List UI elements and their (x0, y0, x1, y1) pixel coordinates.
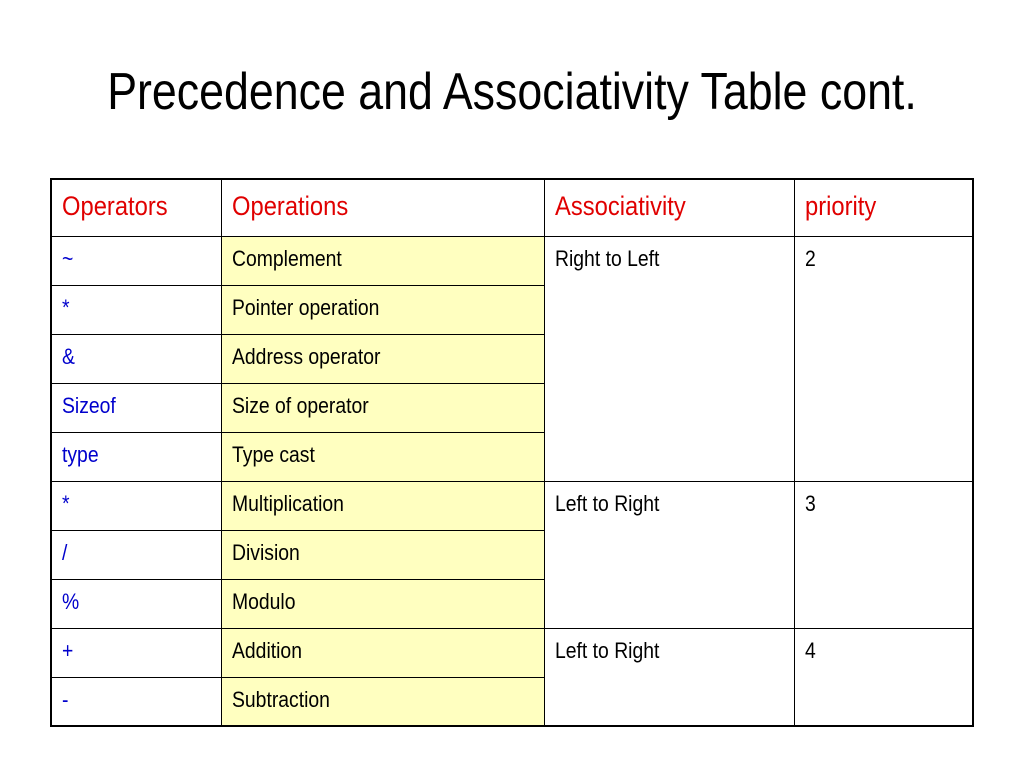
operator-cell: * (51, 285, 221, 334)
associativity-cell: Right to Left (544, 236, 794, 481)
operation-cell: Multiplication (221, 481, 544, 530)
operation-cell: Size of operator (221, 383, 544, 432)
operation-cell: Complement (221, 236, 544, 285)
table-row (51, 481, 973, 530)
table-header-row (51, 179, 973, 236)
operation-cell: Addition (221, 628, 544, 677)
header-associativity: Associativity (544, 179, 794, 236)
operator-cell: * (51, 481, 221, 530)
operator-cell: & (51, 334, 221, 383)
operator-cell: - (51, 677, 221, 726)
associativity-cell: Left to Right (544, 481, 794, 628)
operator-cell: ~ (51, 236, 221, 285)
precedence-table (50, 178, 974, 727)
table-row (51, 236, 973, 285)
operation-cell: Pointer operation (221, 285, 544, 334)
operator-cell: / (51, 530, 221, 579)
slide-title: Precedence and Associativity Table cont. (107, 63, 917, 121)
operation-cell: Modulo (221, 579, 544, 628)
associativity-cell: Left to Right (544, 628, 794, 726)
priority-cell: 2 (794, 236, 973, 481)
operation-cell: Subtraction (221, 677, 544, 726)
header-operators: Operators (51, 179, 221, 236)
operation-cell: Address operator (221, 334, 544, 383)
operation-cell: Type cast (221, 432, 544, 481)
header-operations: Operations (221, 179, 544, 236)
header-priority: priority (794, 179, 973, 236)
priority-cell: 3 (794, 481, 973, 628)
operation-cell: Division (221, 530, 544, 579)
priority-cell: 4 (794, 628, 973, 726)
operator-cell: % (51, 579, 221, 628)
operator-cell: Sizeof (51, 383, 221, 432)
table-row (51, 628, 973, 677)
operator-cell: + (51, 628, 221, 677)
operator-cell: type (51, 432, 221, 481)
